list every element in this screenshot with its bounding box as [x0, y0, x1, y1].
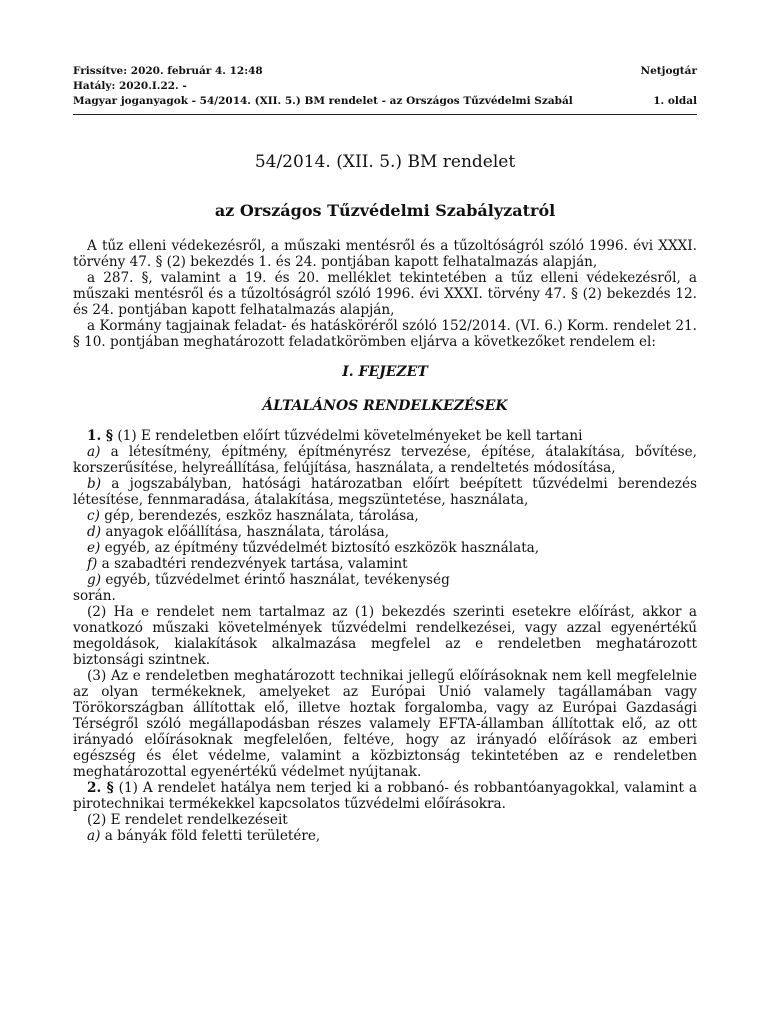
list-closing: során. — [73, 588, 116, 604]
section-2-paragraph-2: (2) E rendelet rendelkezéseit — [87, 812, 288, 828]
effective-date: Hatály: 2020.I.22. - — [73, 80, 187, 92]
list-item: a) a létesítmény, építmény, építményrész tervezése, építése, átalakítása, bővítése, korszerűsítése, helyreállítása, felújítása, használata, a rendeltetés módosítása, — [73, 444, 697, 476]
section-1-paragraph-2: (2) Ha e rendelet nem tartalmaz az (1) bekezdés szerinti esetekre előírást, akkor a vonatkozó műszaki követelmények tűzvédelmi rendelkezései, vagy azzal egyenértékű megoldások, kialakítások alkalmazása megfelel az e rendeletben meghatározott biztonsági szintnek. — [73, 604, 697, 668]
header-line-2 — [73, 79, 697, 94]
document-title: 54/2014. (XII. 5.) BM rendelet — [254, 152, 516, 172]
list-item: f) a szabadtéri rendezvények tartása, valamint — [87, 556, 408, 572]
list-item: g) egyéb, tűzvédelmet érintő használat, tevékenység — [87, 572, 450, 588]
section-2-number: 2. § — [87, 780, 114, 796]
page-number: 1. oldal — [653, 95, 697, 107]
list-item: b) a jogszabályban, hatósági határozatban előírt beépített tűzvédelmi berendezés létesítése, fennmaradása, átalakítása, megszüntetése, használata, — [73, 476, 697, 508]
section-1-number: 1. § — [87, 428, 114, 444]
source-name: Netjogtár — [640, 65, 697, 77]
header-line-3 — [73, 94, 697, 109]
list-item: c) gép, berendezés, eszköz használata, tárolása, — [87, 508, 419, 524]
preamble-paragraph-2: a 287. §, valamint a 19. és 20. melléklet tekintetében a tűz elleni védekezésről, a műszaki mentésről és a tűzoltóságról szóló 1996. évi XXXI. törvény 47. § (2) bekezdés 12. és 24. pontjában kapott felhatalmazás alapján, — [73, 270, 697, 318]
list-item: a) a bányák föld feletti területére, — [87, 828, 321, 844]
document-page — [73, 64, 697, 844]
header-divider — [73, 114, 697, 115]
section-1-paragraph-1: 1. § (1) E rendeletben előírt tűzvédelmi követelményeket be kell tartani — [87, 428, 583, 444]
document-reference: Magyar joganyagok - 54/2014. (XII. 5.) BM rendelet - az Országos Tűzvédelmi Szabál — [73, 95, 573, 107]
preamble-paragraph-3: a Kormány tagjainak feladat- és hatásköréről szóló 152/2014. (VI. 6.) Korm. rendelet 21. § 10. pontjában meghatározott feladatkörömben eljárva a következőket rendelem el: — [73, 318, 697, 350]
document-body — [73, 238, 697, 844]
chapter-title: ÁLTALÁNOS RENDELKEZÉSEK — [262, 398, 508, 414]
list-item: e) egyéb, az építmény tűzvédelmét biztosító eszközök használata, — [87, 540, 540, 556]
header-line-1 — [73, 64, 697, 79]
list-item: d) anyagok előállítása, használata, tárolása, — [87, 524, 390, 540]
document-subtitle: az Országos Tűzvédelmi Szabályzatról — [214, 201, 556, 220]
section-2-paragraph-1: 2. § (1) A rendelet hatálya nem terjed ki a robbanó- és robbantóanyagokkal, valamint a pirotechnikai termékekkel kapcsolatos tűzvédelmi előírásokra. — [73, 780, 697, 812]
preamble-paragraph-1: A tűz elleni védekezésről, a műszaki mentésről és a tűzoltóságról szóló 1996. évi XXXI. törvény 47. § (2) bekezdés 1. és 24. pontjában kapott felhatalmazás alapján, — [73, 238, 697, 270]
chapter-heading: I. FEJEZET — [342, 364, 428, 380]
update-date: Frissítve: 2020. február 4. 12:48 — [73, 65, 263, 77]
section-1-paragraph-3: (3) Az e rendeletben meghatározott technikai jellegű előírásoknak nem kell megfelelnie az olyan termékeknek, amelyeket az Európai Unió valamely tagállamában vagy Törökországban állítottak elő, illetve hoztak forgalomba, vagy az Európai Gazdasági Térségről szóló megállapodásban részes valamely EFTA-államban állítottak elő, az ott irányadó előírásoknak megfelelően, feltéve, hogy az irányadó előírások az emberi egészség és élet védelme, valamint a közbiztonság tekintetében az e rendeletben meghatározottal egyenértékű védelmet nyújtanak. — [73, 668, 697, 780]
